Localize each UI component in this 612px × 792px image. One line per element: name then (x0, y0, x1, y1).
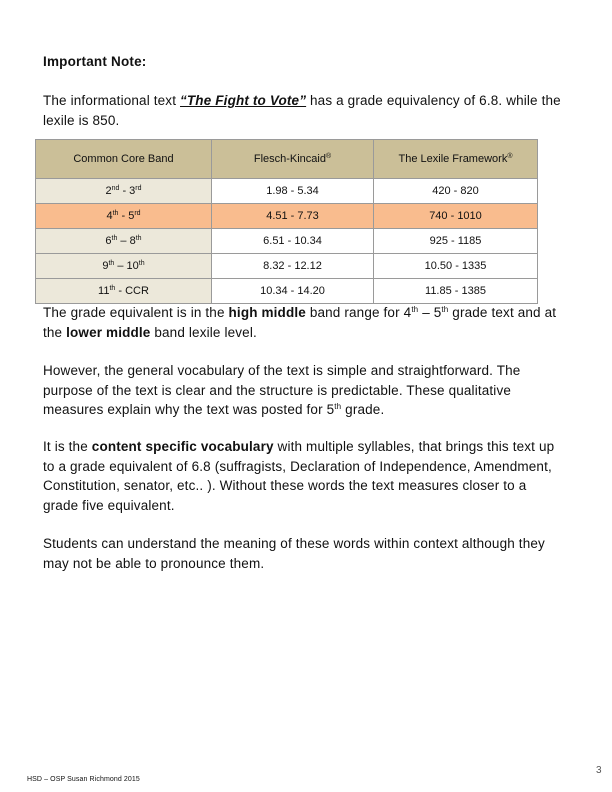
fk-cell: 4.51 - 7.73 (212, 204, 374, 229)
lexile-cell: 11.85 - 1385 (374, 279, 538, 304)
page-number: 3 (596, 765, 602, 776)
band-cell: 9th – 10th (36, 254, 212, 279)
content-vocabulary-paragraph: It is the content specific vocabulary with multiple syllables, that brings this text up to a grade equivalent of 6.8 (suffragists, Declaration of Independence, Amendment, Constitution, senator, etc.. ). Without these words the text measures closer to a grade five equivalent. (43, 439, 555, 513)
header-lexile-framework: The Lexile Framework® (374, 140, 538, 179)
text-complexity-table (35, 139, 538, 304)
fk-cell: 8.32 - 12.12 (212, 254, 374, 279)
content-vocabulary-emphasis: content specific vocabulary (91, 439, 274, 454)
band-cell: 2nd - 3rd (36, 179, 212, 204)
band-cell: 6th – 8th (36, 229, 212, 254)
lexile-cell: 740 - 1010 (374, 204, 538, 229)
fk-cell: 6.51 - 10.34 (212, 229, 374, 254)
table-row-highlighted (36, 204, 538, 229)
header-common-core-band: Common Core Band (36, 140, 212, 179)
note-heading: Important Note: (43, 54, 147, 69)
lexile-cell: 10.50 - 1335 (374, 254, 538, 279)
footer-credit: HSD – OSP Susan Richmond 2015 (27, 776, 140, 783)
grade-equivalent-paragraph: The grade equivalent is in the high middle band range for 4th – 5th grade text and at the lower middle band lexile level. (43, 305, 557, 340)
table-row (36, 179, 538, 204)
students-paragraph: Students can understand the meaning of these words within context although they may not be able to pronounce them. (43, 536, 545, 571)
lexile-cell: 925 - 1185 (374, 229, 538, 254)
intro-paragraph: The informational text “The Fight to Vote” has a grade equivalency of 6.8. while the lexile is 850. (43, 93, 561, 128)
table-row (36, 279, 538, 304)
table-header-row (36, 140, 538, 179)
book-title: “The Fight to Vote” (180, 93, 307, 108)
band-cell: 4th - 5rd (36, 204, 212, 229)
lexile-cell: 420 - 820 (374, 179, 538, 204)
table-row (36, 229, 538, 254)
band-cell: 11th - CCR (36, 279, 212, 304)
vocabulary-paragraph: However, the general vocabulary of the text is simple and straightforward. The purpose of the text is clear and the structure is predictable. These qualitative measures explain why the text was posted for 5th grade. (43, 363, 521, 417)
table-row (36, 254, 538, 279)
header-flesch-kincaid: Flesch-Kincaid® (212, 140, 374, 179)
high-middle-emphasis: high middle (228, 305, 306, 320)
lower-middle-emphasis: lower middle (66, 324, 151, 340)
fk-cell: 10.34 - 14.20 (212, 279, 374, 304)
fk-cell: 1.98 - 5.34 (212, 179, 374, 204)
